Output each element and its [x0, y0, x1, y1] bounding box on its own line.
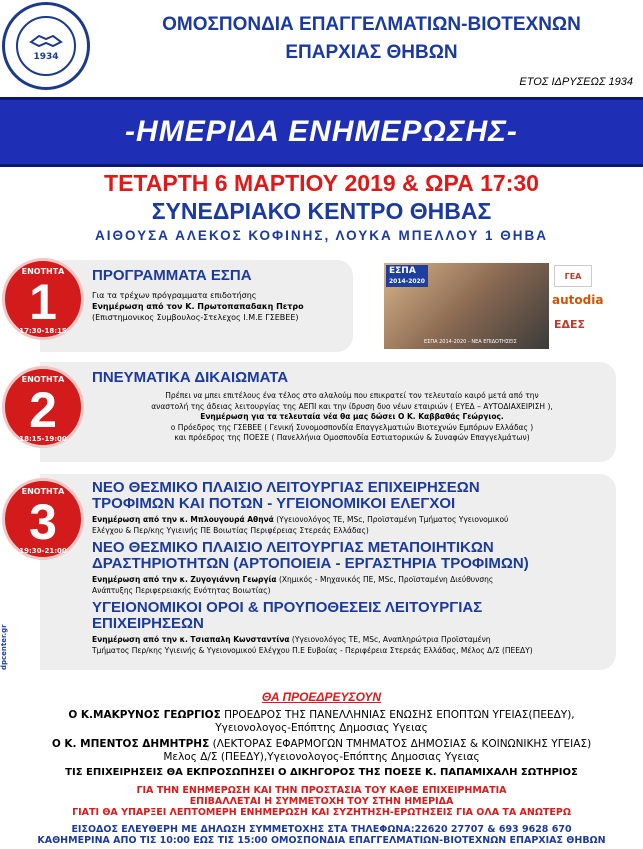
- sponsor-images: [384, 263, 604, 349]
- event-banner: [0, 97, 643, 167]
- unit-3-badge: [2, 478, 84, 560]
- event-address: ΑΙΘΟΥΣΑ ΑΛΕΚΟΣ ΚΟΦΙΝΗΣ, ΛΟΥΚΑ ΜΠΕΛΛΟΥ 1 ΘΗΒΑ: [94, 228, 549, 243]
- gea-logo: ΓΕΑ: [554, 265, 592, 287]
- event-date: ΤΕΤΑΡΤΗ 6 ΜΑΡΤΙΟΥ 2019 & ΩΡΑ 17:30: [104, 170, 539, 196]
- unit-1-badge: [2, 258, 84, 340]
- unit-title: ΠΡΟΓΡΑΜΜΑΤΑ ΕΣΠΑ: [92, 267, 252, 284]
- header-line-2: ΕΠΑΡΧΙΑΣ ΘΗΒΩΝ: [285, 42, 458, 63]
- unit-text: Τμήματος Περ/κης Υγιεινής & Υγειονομικού Ελέγχου Π.Ε Ευβοίας - Περιφέρεια Στερεάς Ελλάδας, Μέλος Δ/Σ (ΠΕΕΔΥ): [92, 645, 533, 655]
- unit-speaker: Ενημέρωση από τον Κ. Πρωτοπαπαδακη Πετρο: [92, 302, 304, 311]
- autodia-logo: autodia: [552, 293, 604, 307]
- unit-text: Για τα τρέχων πρόγραμματα επιδοτήσης: [92, 291, 257, 300]
- unit-number: 2: [29, 382, 57, 438]
- logo-emblem: [16, 16, 76, 76]
- event-venue: ΣΥΝΕΔΡΙΑΚΟ ΚΕΝΤΡΟ ΘΗΒΑΣ: [151, 198, 492, 224]
- federation-logo: [2, 2, 90, 90]
- espa-image: [384, 263, 549, 349]
- unit-label: ΕΝΟΤΗΤΑ: [21, 375, 65, 384]
- unit-subtitle: ΝΕΟ ΘΕΣΜΙΚΟ ΠΛΑΙΣΙΟ ΛΕΙΤΟΥΡΓΙΑΣ ΕΠΙΧΕΙΡΗΣΕΩΝ: [92, 479, 480, 496]
- unit-label: ΕΝΟΤΗΤΑ: [21, 267, 65, 276]
- unit-subtitle: ΥΓΕΙΟΝΟΜΙΚΟΙ ΟΡΟΙ & ΠΡΟΥΠΟΘΕΣΕΙΣ ΛΕΙΤΟΥΡΓΙΑΣ: [92, 599, 483, 616]
- unit-text: (Υγειονολόγος ΤΕ, MSc, Αναπληρώτρια Προϊσταμένη: [289, 635, 491, 644]
- presiding-heading: ΘΑ ΠΡΟΕΔΡΕΥΣΟΥΝ: [261, 690, 382, 704]
- footer-hours: ΚΑΘΗΜΕΡΙΝΑ ΑΠΟ ΤΙΣ 10:00 ΕΩΣ ΤΙΣ 15:00 ΟΜΟΣΠΟΝΔΙΑ ΕΠΑΓΓΕΛΜΑΤΙΩΝ-ΒΙΟΤΕΧΝΩΝ ΕΠΑΡΧΙΑΣ ΘΗΒΩΝ: [37, 835, 606, 846]
- event-title: -ΗΜΕΡΙΔΑ ΕΝΗΜΕΡΩΣΗΣ-: [125, 115, 518, 148]
- espa-caption: ΕΣΠΑ 2014-2020 - ΝΕΑ ΕΠΙΔΟΤΗΣΕΙΣ: [424, 339, 517, 345]
- notice-line: ΕΠΙΒΑΛΛΕΤΑΙ Η ΣΥΜΜΕΤΟΧΗ ΤΟΥ ΣΤΗΝ ΗΜΕΡΙΔΑ: [189, 796, 454, 807]
- unit-number: 1: [29, 274, 57, 330]
- edes-logo: ΕΔΕΣ: [554, 318, 586, 331]
- unit-time: 18:15-19:00: [19, 435, 67, 443]
- unit-number: 3: [29, 494, 57, 550]
- unit-speaker: Ενημέρωση από την κ. Ζυγογιάννη Γεωργία: [92, 575, 277, 584]
- notice-line: ΓΙΑΤΙ ΘΑ ΥΠΑΡΞΕΙ ΛΕΠΤΟΜΕΡΗ ΕΝΗΜΕΡΩΣΗ ΚΑΙ ΣΥΖΗΤΗΣΗ-ΕΡΩΤΗΣΕΙΣ ΓΙΑ ΟΛΑ ΤΑ ΑΝΩΤΕΡΩ: [72, 807, 571, 818]
- unit-1-content: [92, 268, 352, 323]
- representative: ΤΙΣ ΕΠΙΧΕΙΡΗΣΕΙΣ ΘΑ ΕΚΠΡΟΣΩΠΗΣΕΙ Ο ΔΙΚΗΓΟΡΟΣ ΤΗΣ ΠΟΕΣΕ Κ. ΠΑΠΑΜΙΧΑΛΗ ΣΩΤΗΡΙΟΣ: [65, 767, 578, 778]
- unit-speaker: Ενημέρωση για τα τελευταία νέα θα μας δώσει Ο Κ. Καββαθάς Γεώργιος.: [200, 412, 504, 421]
- unit-subtitle: ΝΕΟ ΘΕΣΜΙΚΟ ΠΛΑΙΣΙΟ ΛΕΙΤΟΥΡΓΙΑΣ ΜΕΤΑΠΟΙΗΤΙΚΩΝ: [92, 539, 494, 556]
- notice-line: ΓΙΑ ΤΗΝ ΕΝΗΜΕΡΩΣΗ ΚΑΙ ΤΗΝ ΠΡΟΣΤΑΣΙΑ ΤΟΥ ΚΑΘΕ ΕΠΙΧΕΙΡΗΜΑΤΙΑ: [136, 785, 507, 796]
- unit-text: αναστολή της άδειας λειτουργίας της ΑΕΠΙ και την ίδρυση δυο νέων εταιριών ( ΕΥΕΔ – ΑΥΤΟΔΙΑΧΕΙΡΙΣΗ ),: [151, 401, 553, 411]
- header-line-1: ΟΜΟΣΠΟΝΔΙΑ ΕΠΑΓΓΕΛΜΑΤΙΩΝ-ΒΙΟΤΕΧΝΩΝ: [162, 14, 581, 35]
- unit-speaker: Ενημέρωση από την κ. Μπλουγουρά Αθηνά: [92, 515, 274, 524]
- footer-contact: ΕΙΣΟΔΟΣ ΕΛΕΥΘΕΡΗ ΜΕ ΔΗΛΩΣΗ ΣΥΜΜΕΤΟΧΗΣ ΣΤΑ ΤΗΛΕΦΩΝΑ:22620 27707 & 693 9628 670: [71, 824, 572, 835]
- website-watermark: dpcenter.gr: [0, 624, 8, 670]
- presider-2-role: Μελος Δ/Σ (ΠΕΕΔΥ),Υγειονολογος-Επόπτης Δημοσιας Υγειας: [163, 751, 480, 763]
- unit-label: ΕΝΟΤΗΤΑ: [21, 487, 65, 496]
- unit-subtitle: ΔΡΑΣΤΗΡΙΟΤΗΤΩΝ (ΑΡΤΟΠΟΙΕΙΑ - ΕΡΓΑΣΤΗΡΙΑ ΤΡΟΦΙΜΩΝ): [92, 555, 529, 572]
- handshake-icon: [29, 30, 63, 50]
- unit-text: (Υγειονολόγος ΤΕ, MSc, Προϊσταμένη Τμήματος Υγειονομικού: [273, 515, 509, 524]
- unit-text: (Χημικός - Μηχανικός ΠΕ, MSc, Προϊσταμένη Διεύθυνσης: [276, 575, 494, 584]
- presider-1-role: Υγειονολογος-Επόπτης Δημοσιας Υγειας: [215, 722, 428, 734]
- unit-text: και πρόεδρος της ΠΟΕΣΕ ( Πανελλήνια Ομοσπονδία Εστιατορικών & Συναφών Επαγγελμάτων): [174, 433, 530, 442]
- founded-year: ΕΤΟΣ ΙΔΡΥΣΕΩΣ 1934: [519, 76, 633, 88]
- unit-2-content: [92, 370, 612, 444]
- unit-speaker: Ενημέρωση από την κ. Τσιαπαλη Κωνσταντίνα: [92, 635, 290, 644]
- presider-1: Ο Κ.ΜΑΚΡΥΝΟΣ ΓΕΩΡΓΙΟΣ ΠΡΟΕΔΡΟΣ ΤΗΣ ΠΑΝΕΛΛΗΝΙΑΣ ΕΝΩΣΗΣ ΕΠΟΠΤΩΝ ΥΓΕΙΑΣ(ΠΕΕΔΥ),: [68, 709, 575, 721]
- logo-year: 1934: [33, 52, 59, 62]
- unit-title: ΠΝΕΥΜΑΤΙΚΑ ΔΙΚΑΙΩΜΑΤΑ: [92, 369, 289, 386]
- unit-subtitle: ΕΠΙΧΕΙΡΗΣΕΩΝ: [92, 615, 204, 632]
- unit-3-content: [92, 480, 612, 656]
- unit-subtitle: ΤΡΟΦΙΜΩΝ ΚΑΙ ΠΟΤΩΝ - ΥΓΕΙΟΝΟΜΙΚΟΙ ΕΛΕΓΧΟΙ: [92, 495, 456, 512]
- unit-time: 19:30-21:00: [19, 547, 67, 555]
- unit-text: Ελέγχου & Περ/κης Υγιεινής ΠΕ Βοιωτίας Περιφέρειας Στερεάς Ελλάδας): [92, 525, 369, 535]
- unit-text: Πρέπει να μπει επιτέλους ένα τέλος στο αλαλούμ που επικρατεί τον τελευταίο καιρό μετά από την: [165, 391, 539, 400]
- unit-time: 17:30-18:15: [19, 327, 67, 335]
- unit-text: ο Πρόεδρος της ΓΣΕΒΕΕ ( Γενική Συνομοσπονδία Επαγγελματιών Βιοτεχνών Εμπόρων Ελλάδας ): [170, 422, 534, 432]
- unit-text: (Επιστημονικος Συμβουλος-Στελεχος Ι.Μ.Ε ΓΣΕΒΕΕ): [92, 313, 299, 322]
- unit-text: Ανάπτυξης Περιφερειακής Ενότητας Βοιωτίας): [92, 585, 271, 595]
- espa-logo: ΕΣΠΑ 2014-2020: [386, 265, 428, 287]
- unit-2-badge: [2, 366, 84, 448]
- presider-2: Ο Κ. ΜΠΕΝΤΟΣ ΔΗΜΗΤΡΗΣ (ΛΕΚΤΟΡΑΣ ΕΦΑΡΜΟΓΩΝ ΤΜΗΜΑΤΟΣ ΔΗΜΟΣΙΑΣ & ΚΟΙΝΩΝΙΚΗΣ ΥΓΕΙΑΣ): [51, 738, 592, 750]
